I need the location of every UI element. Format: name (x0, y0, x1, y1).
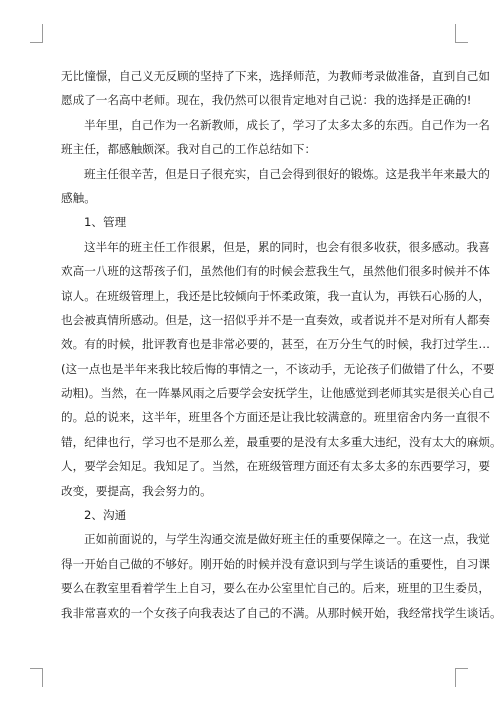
text-line: 感触。 (61, 190, 96, 205)
crop-mark-top-left (30, 24, 43, 43)
text-line: 愿成了一名高中老师。现在，我仍然可以很肯定地对自己说：我的选择是正确的! (61, 93, 472, 108)
text-line: 谅人。在班级管理上，我还是比较倾向于怀柔政策，我一直认为，再铁石心肠的人， (61, 288, 490, 303)
text-line: 我非常喜欢的一个女孩子向我表达了自己的不满。从那时候开始，我经常找学生谈话。 (61, 605, 502, 620)
text-line: 人，要学会知足。我知足了。当然，在班级管理方面还有太多太多的东西要学习，要 (61, 459, 490, 474)
text-line: 得一开始自己做的不够好。刚开始的时候并没有意识到与学生谈话的重要性，自习课 (61, 556, 490, 571)
text-line: 效。有的时候，批评教育也是非常必要的，甚至，在万分生气的时候，我打过学生… (61, 337, 490, 352)
text-line: 的。总的说来，这半年，班里各个方面还是让我比较满意的。班里宿舍内务一直很不 (61, 410, 490, 425)
text-line: 要么在教室里看着学生上自习，要么在办公室里忙自己的。后来，班里的卫生委员， (61, 581, 490, 596)
text-line: 1、管理 (84, 215, 127, 230)
crop-mark-bottom-right (455, 668, 468, 687)
text-line: 动粗)。当然，在一阵暴风雨之后要学会安抚学生，让他感觉到老师其实是很关心自己 (61, 386, 495, 401)
text-line: 无比憧憬，自己义无反顾的坚持了下来，选择师范，为教师考录做准备，直到自己如 (61, 69, 490, 83)
text-line: 欢高一八班的这帮孩子们，虽然他们有的时候会惹我生气，虽然他们很多时候并不体 (61, 264, 490, 279)
text-line: 班主任，都感触颇深。我对自己的工作总结如下： (61, 142, 317, 157)
crop-mark-bottom-left (30, 668, 43, 687)
text-line: 班主任很辛苦，但是日子很充实，自己会得到很好的锻炼。这是我半年来最大的 (84, 166, 490, 181)
crop-mark-top-right (455, 24, 468, 43)
text-line: 正如前面说的，与学生沟通交流是做好班主任的重要保障之一。在这一点，我觉 (84, 532, 490, 547)
text-line: 改变，要提高，我会努力的。 (61, 483, 212, 498)
text-line: 错，纪律也行，学习也不是那么差，最重要的是没有太多重大违纪，没有太大的麻烦。 (61, 434, 502, 449)
text-line: 半年里，自己作为一名新教师，成长了，学习了太多太多的东西。自己作为一名 (84, 117, 490, 132)
text-line: (这一点也是半年来我比较后悔的事情之一，不该动手，无论孩子们做错了什么，不要 (61, 361, 495, 376)
text-line: 2、沟通 (84, 508, 127, 523)
document-body (61, 64, 502, 625)
text-line: 也会被真情所感动。但是，这一招似乎并不是一直奏效，或者说并不是对所有人都奏 (61, 312, 490, 327)
text-line: 这半年的班主任工作很累，但是，累的同时，也会有很多收获，很多感动。我喜 (84, 239, 490, 254)
